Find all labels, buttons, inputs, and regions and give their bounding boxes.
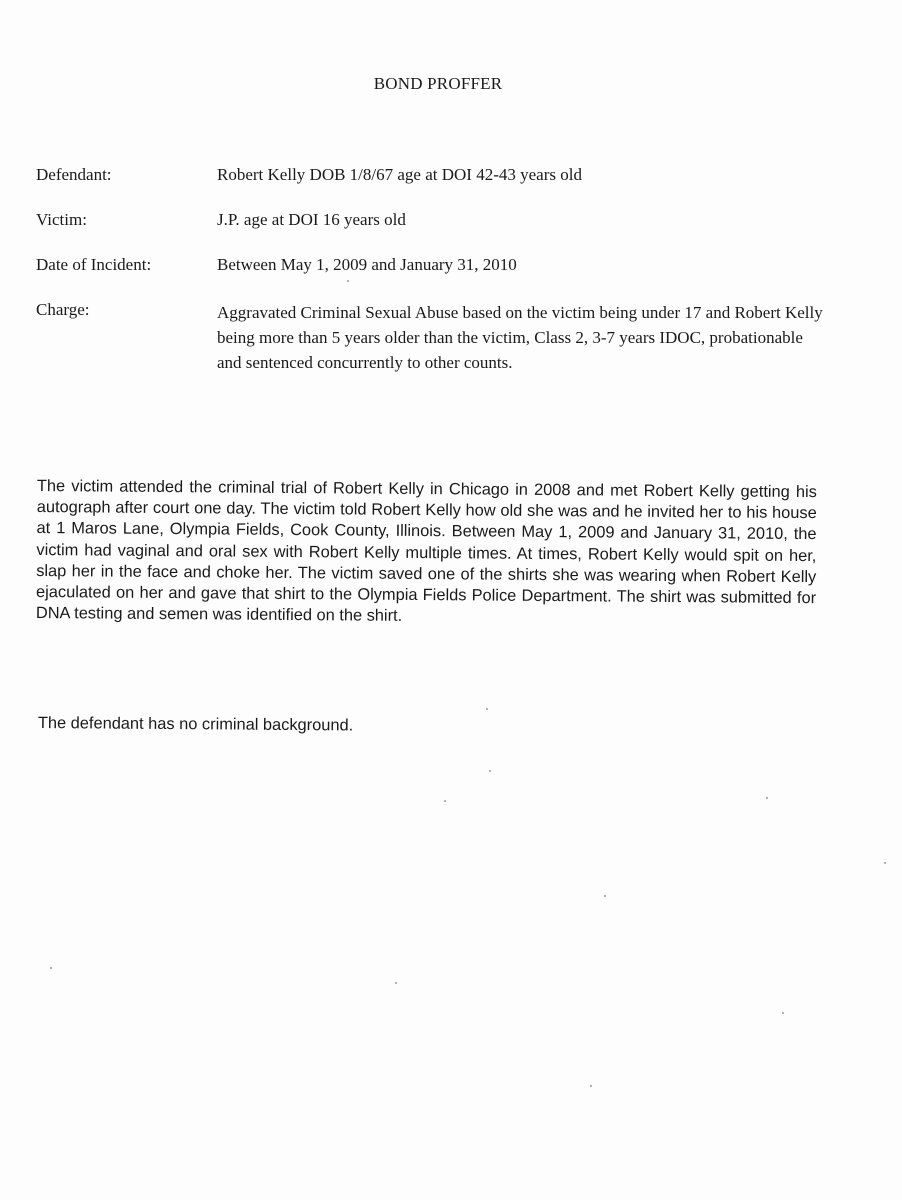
document-title: BOND PROFFER (373, 74, 503, 93)
scan-speck (347, 280, 349, 282)
victim-label: Victim: (36, 210, 87, 229)
defendant-label: Defendant: (36, 165, 112, 184)
charge-value: Aggravated Criminal Sexual Abuse based on the victim being under 17 and Robert Kelly being more than 5 years older than the victim, Class 2, 3-7 years IDOC, probationable and sentenced concurrently to other counts. (217, 303, 823, 372)
scan-speck (50, 967, 52, 969)
scan-speck (486, 708, 488, 710)
scan-speck (489, 770, 491, 772)
charge-label: Charge: (36, 300, 90, 319)
scan-speck (395, 982, 397, 984)
narrative-paragraph: The victim attended the criminal trial of Robert Kelly in Chicago in 2008 and met Robert Kelly getting his autograph after court one day. The victim told Robert Kelly how old she was and he invited her to his house at 1 Maros Lane, Olympia Fields, Cook County, Illinois. Between May 1, 2009 and January 31, 2010, the victim had vaginal and oral sex with Robert Kelly multiple times. At times, Robert Kelly would spit on her, slap her in the face and choke her. The victim saved one of the shirts she was wearing when Robert Kelly ejaculated on her and gave that shirt to the Olympia Fields Police Department. The shirt was submitted for DNA testing and semen was identified on the shirt. (35, 476, 817, 626)
date-of-incident-value: Between May 1, 2009 and January 31, 2010 (217, 255, 517, 274)
victim-value: J.P. age at DOI 16 years old (217, 210, 406, 229)
scan-speck (782, 1012, 784, 1014)
date-of-incident-label: Date of Incident: (36, 255, 152, 274)
scan-speck (766, 797, 768, 799)
defendant-value: Robert Kelly DOB 1/8/67 age at DOI 42-43 years old (217, 165, 582, 184)
scan-speck (884, 862, 886, 864)
scan-speck (444, 800, 446, 802)
scan-speck (590, 1085, 592, 1087)
scan-speck (604, 895, 606, 897)
criminal-background-note: The defendant has no criminal background. (37, 713, 354, 735)
